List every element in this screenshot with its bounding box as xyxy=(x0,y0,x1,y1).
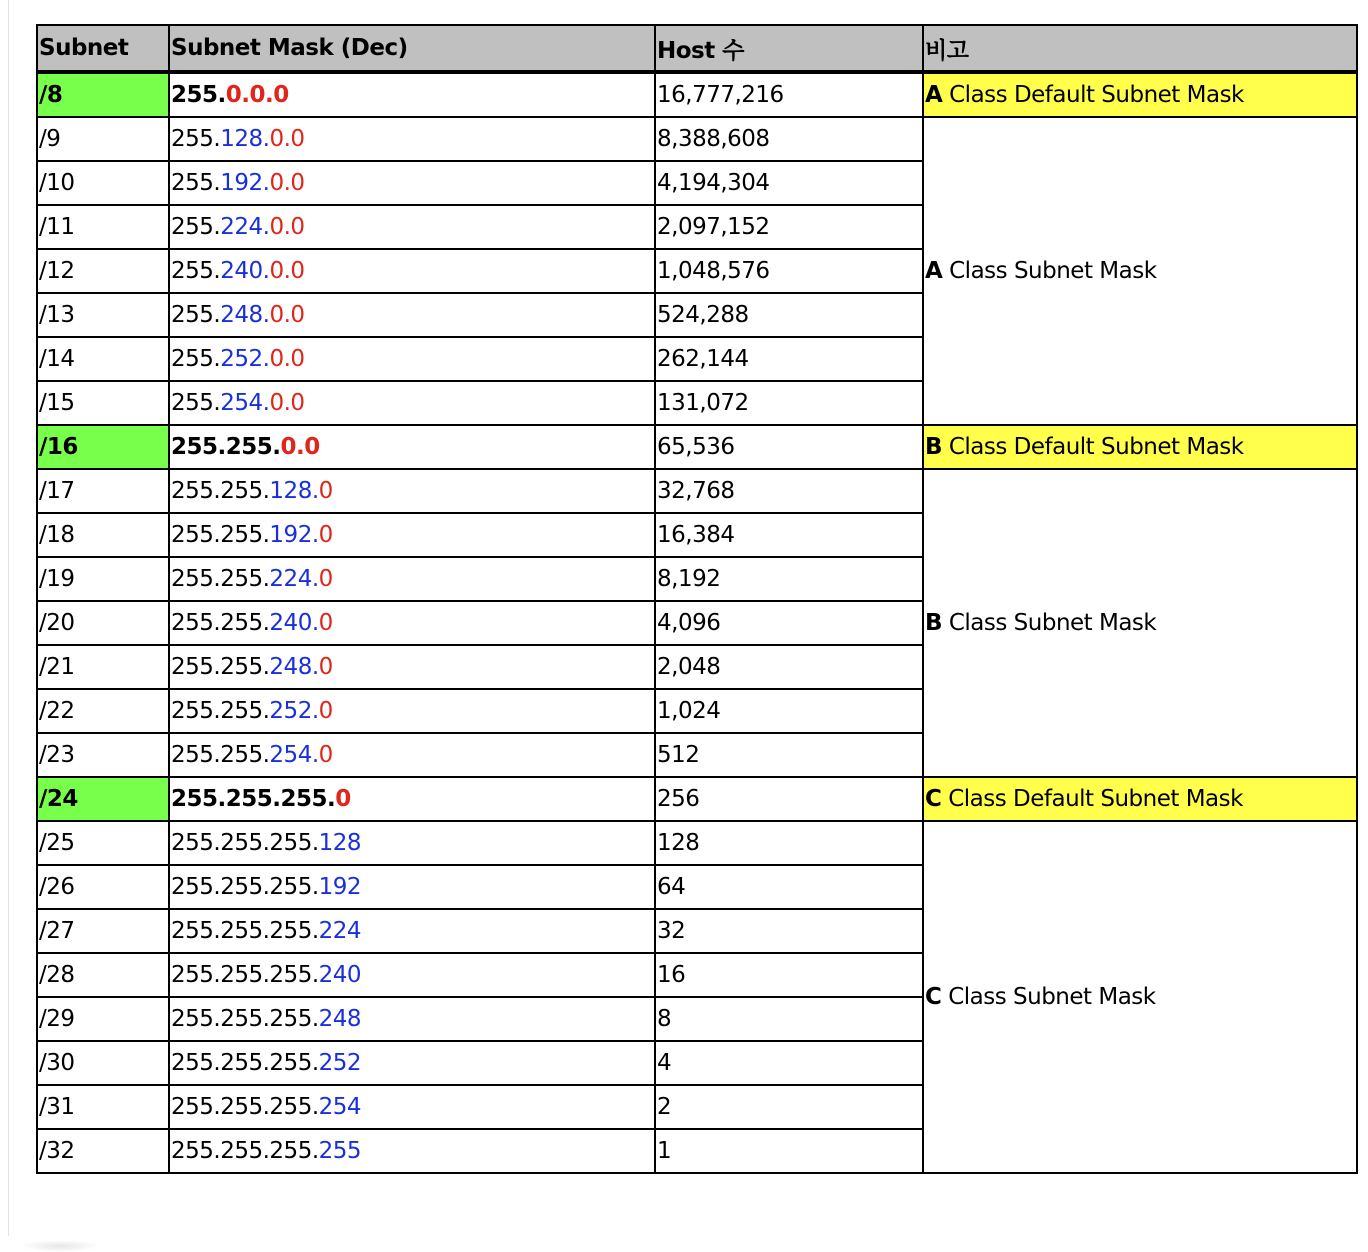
mask-base-octets: 255.255. xyxy=(171,566,270,592)
host-count-cell: 32,768 xyxy=(655,469,923,513)
subnet-cell: /23 xyxy=(37,733,169,777)
host-count-cell: 4,194,304 xyxy=(655,161,923,205)
note-cell xyxy=(923,72,1357,117)
mask-network-octets: 248. xyxy=(269,654,319,680)
subnet-cell: /27 xyxy=(37,909,169,953)
host-count-cell: 16,384 xyxy=(655,513,923,557)
note-cell xyxy=(923,821,1357,1173)
note-cell xyxy=(923,777,1357,821)
host-count-cell: 1,048,576 xyxy=(655,249,923,293)
mask-network-octets: 224. xyxy=(269,566,319,592)
subnet-mask-cell xyxy=(169,909,655,953)
subnet-mask-cell xyxy=(169,645,655,689)
subnet-cell: /25 xyxy=(37,821,169,865)
subnet-mask-cell xyxy=(169,381,655,425)
subnet-cell: /13 xyxy=(37,293,169,337)
subnet-mask-cell xyxy=(169,821,655,865)
mask-network-octets: 240. xyxy=(220,258,270,284)
subnet-cell: /17 xyxy=(37,469,169,513)
mask-network-octets: 248 xyxy=(318,1006,362,1032)
mask-network-octets: 248. xyxy=(220,302,270,328)
host-count-cell: 131,072 xyxy=(655,381,923,425)
host-count-cell: 64 xyxy=(655,865,923,909)
note-cell xyxy=(923,117,1357,425)
mask-network-octets: 128. xyxy=(220,126,270,152)
mask-base-octets: 255.255. xyxy=(171,522,270,548)
note-class-letter: B xyxy=(925,434,943,460)
mask-host-octets: 0.0 xyxy=(269,302,305,328)
subnet-mask-cell xyxy=(169,601,655,645)
subnet-mask-cell xyxy=(169,293,655,337)
mask-base-octets: 255.255. xyxy=(171,698,270,724)
mask-base-octets: 255. xyxy=(171,390,221,416)
mask-base-octets: 255.255.255. xyxy=(171,918,319,944)
subnet-mask-cell xyxy=(169,953,655,997)
subnet-cell: /21 xyxy=(37,645,169,689)
page-shadow xyxy=(20,1240,100,1252)
mask-host-octets: 0 xyxy=(318,742,333,768)
subnet-mask-cell xyxy=(169,117,655,161)
mask-network-octets: 254 xyxy=(318,1094,362,1120)
subnet-mask-cell xyxy=(169,205,655,249)
host-count-cell: 1 xyxy=(655,1129,923,1173)
subnet-cell: /9 xyxy=(37,117,169,161)
note-class-letter: A xyxy=(925,82,943,108)
subnet-cell: /18 xyxy=(37,513,169,557)
subnet-cell: /30 xyxy=(37,1041,169,1085)
mask-base-octets: 255.255.255. xyxy=(171,1094,319,1120)
mask-network-octets: 254. xyxy=(220,390,270,416)
mask-base-octets: 255.255.255. xyxy=(171,962,319,988)
mask-network-octets: 254. xyxy=(269,742,319,768)
subnet-cell: /24 xyxy=(37,777,169,821)
mask-host-octets: 0 xyxy=(335,786,351,812)
subnet-cell: /29 xyxy=(37,997,169,1041)
mask-host-octets: 0.0.0 xyxy=(225,82,289,108)
mask-base-octets: 255.255. xyxy=(171,478,270,504)
host-count-cell: 2 xyxy=(655,1085,923,1129)
subnet-mask-cell xyxy=(169,72,655,117)
mask-base-octets: 255. xyxy=(171,258,221,284)
note-text: Class Default Subnet Mask xyxy=(942,82,1244,108)
mask-host-octets: 0.0 xyxy=(269,258,305,284)
subnet-mask-cell xyxy=(169,1041,655,1085)
note-text: Class Default Subnet Mask xyxy=(942,434,1244,460)
host-count-cell: 262,144 xyxy=(655,337,923,381)
header-row xyxy=(37,25,1357,72)
mask-network-octets: 224. xyxy=(220,214,270,240)
mask-base-octets: 255. xyxy=(171,346,221,372)
subnet-cell: /14 xyxy=(37,337,169,381)
mask-base-octets: 255. xyxy=(171,126,221,152)
mask-network-octets: 255 xyxy=(318,1138,362,1164)
host-count-cell: 32 xyxy=(655,909,923,953)
subnet-cell: /19 xyxy=(37,557,169,601)
host-count-cell: 1,024 xyxy=(655,689,923,733)
note-class-letter: A xyxy=(925,258,943,284)
mask-network-octets: 192. xyxy=(269,522,319,548)
mask-host-octets: 0 xyxy=(318,566,333,592)
mask-base-octets: 255.255.255. xyxy=(171,830,319,856)
header-subnet: Subnet xyxy=(37,25,169,72)
subnet-mask-cell xyxy=(169,689,655,733)
subnet-cell: /16 xyxy=(37,425,169,469)
mask-base-octets: 255.255. xyxy=(171,610,270,636)
mask-host-octets: 0 xyxy=(318,654,333,680)
host-count-cell: 128 xyxy=(655,821,923,865)
host-count-cell: 16,777,216 xyxy=(655,72,923,117)
mask-network-octets: 252 xyxy=(318,1050,362,1076)
note-class-letter: C xyxy=(925,786,942,812)
subnet-mask-cell xyxy=(169,865,655,909)
host-count-cell: 2,097,152 xyxy=(655,205,923,249)
note-text: Class Subnet Mask xyxy=(941,984,1156,1010)
subnet-mask-cell xyxy=(169,733,655,777)
subnet-cell: /32 xyxy=(37,1129,169,1173)
note-class-letter: B xyxy=(925,610,943,636)
mask-host-octets: 0.0 xyxy=(269,126,305,152)
mask-base-octets: 255. xyxy=(171,82,226,108)
mask-network-octets: 252. xyxy=(269,698,319,724)
mask-base-octets: 255. xyxy=(171,302,221,328)
mask-network-octets: 240 xyxy=(318,962,362,988)
mask-host-octets: 0.0 xyxy=(269,214,305,240)
subnet-mask-cell xyxy=(169,557,655,601)
host-count-cell: 4,096 xyxy=(655,601,923,645)
mask-base-octets: 255.255.255. xyxy=(171,1006,319,1032)
mask-base-octets: 255.255.255. xyxy=(171,874,319,900)
subnet-mask-cell xyxy=(169,425,655,469)
mask-host-octets: 0 xyxy=(318,610,333,636)
mask-base-octets: 255.255.255. xyxy=(171,786,336,812)
table-row xyxy=(37,425,1357,469)
note-text: Class Default Subnet Mask xyxy=(941,786,1243,812)
mask-host-octets: 0.0 xyxy=(280,434,320,460)
subnet-mask-cell xyxy=(169,1085,655,1129)
header-subnet-mask: Subnet Mask (Dec) xyxy=(169,25,655,72)
subnet-cell: /10 xyxy=(37,161,169,205)
mask-network-octets: 252. xyxy=(220,346,270,372)
host-count-cell: 524,288 xyxy=(655,293,923,337)
mask-host-octets: 0 xyxy=(318,698,333,724)
subnet-cell: /8 xyxy=(37,72,169,117)
table-row xyxy=(37,469,1357,513)
host-count-cell: 2,048 xyxy=(655,645,923,689)
subnet-mask-cell xyxy=(169,249,655,293)
host-count-cell: 256 xyxy=(655,777,923,821)
mask-network-octets: 128 xyxy=(318,830,362,856)
mask-base-octets: 255.255. xyxy=(171,434,281,460)
host-count-cell: 8 xyxy=(655,997,923,1041)
mask-base-octets: 255.255.255. xyxy=(171,1050,319,1076)
mask-host-octets: 0.0 xyxy=(269,170,305,196)
note-class-letter: C xyxy=(925,984,942,1010)
subnet-mask-cell xyxy=(169,161,655,205)
header-host-count: Host 수 xyxy=(655,25,923,72)
note-text: Class Subnet Mask xyxy=(942,610,1157,636)
mask-base-octets: 255.255. xyxy=(171,742,270,768)
note-text: Class Subnet Mask xyxy=(942,258,1157,284)
mask-host-octets: 0.0 xyxy=(269,390,305,416)
mask-host-octets: 0 xyxy=(318,522,333,548)
subnet-cell: /15 xyxy=(37,381,169,425)
subnet-mask-table xyxy=(36,24,1358,1174)
subnet-cell: /12 xyxy=(37,249,169,293)
subnet-cell: /31 xyxy=(37,1085,169,1129)
table-row xyxy=(37,777,1357,821)
host-count-cell: 8,192 xyxy=(655,557,923,601)
subnet-mask-cell xyxy=(169,997,655,1041)
subnet-cell: /28 xyxy=(37,953,169,997)
mask-base-octets: 255. xyxy=(171,214,221,240)
mask-network-octets: 192. xyxy=(220,170,270,196)
note-cell xyxy=(923,425,1357,469)
table-row xyxy=(37,821,1357,865)
subnet-cell: /22 xyxy=(37,689,169,733)
subnet-mask-cell xyxy=(169,777,655,821)
subnet-cell: /11 xyxy=(37,205,169,249)
host-count-cell: 8,388,608 xyxy=(655,117,923,161)
host-count-cell: 4 xyxy=(655,1041,923,1085)
subnet-mask-cell xyxy=(169,469,655,513)
table-row xyxy=(37,117,1357,161)
subnet-mask-cell xyxy=(169,337,655,381)
host-count-cell: 65,536 xyxy=(655,425,923,469)
mask-base-octets: 255.255. xyxy=(171,654,270,680)
mask-base-octets: 255.255.255. xyxy=(171,1138,319,1164)
table-row xyxy=(37,72,1357,117)
subnet-mask-cell xyxy=(169,513,655,557)
header-note: 비고 xyxy=(923,25,1357,72)
mask-host-octets: 0 xyxy=(318,478,333,504)
subnet-mask-cell xyxy=(169,1129,655,1173)
mask-host-octets: 0.0 xyxy=(269,346,305,372)
subnet-cell: /26 xyxy=(37,865,169,909)
mask-network-octets: 128. xyxy=(269,478,319,504)
host-count-cell: 512 xyxy=(655,733,923,777)
mask-network-octets: 224 xyxy=(318,918,362,944)
mask-base-octets: 255. xyxy=(171,170,221,196)
host-count-cell: 16 xyxy=(655,953,923,997)
subnet-cell: /20 xyxy=(37,601,169,645)
mask-network-octets: 240. xyxy=(269,610,319,636)
note-cell xyxy=(923,469,1357,777)
mask-network-octets: 192 xyxy=(318,874,362,900)
